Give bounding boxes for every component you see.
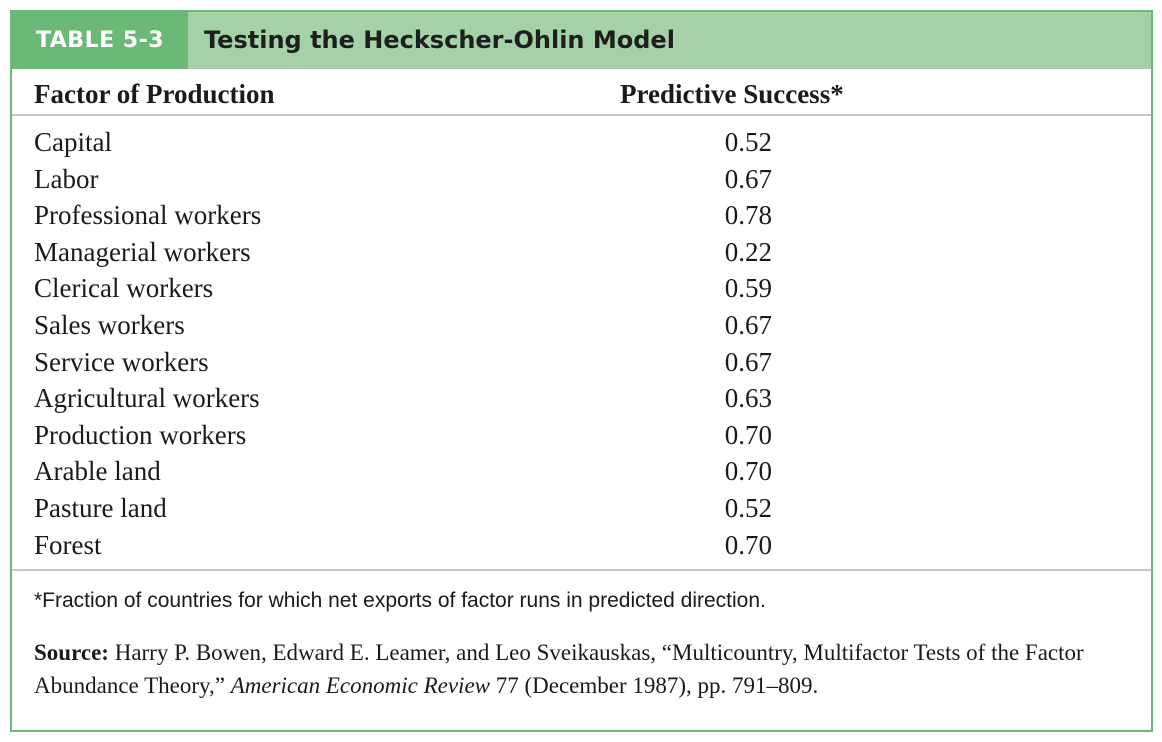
predictive-success-cell: 0.70	[724, 529, 772, 560]
factor-cell: Arable land	[34, 456, 161, 487]
table-footnote: *Fraction of countries for which net exports of factor runs in predicted direction.	[34, 589, 766, 612]
predictive-success-cell: 0.59	[724, 273, 772, 304]
source-label: Source:	[34, 640, 109, 665]
table-number-tag: TABLE 5-3	[12, 12, 188, 69]
factor-cell: Capital	[34, 127, 112, 157]
header-divider	[12, 114, 1151, 116]
predictive-success-cell: 0.52	[724, 127, 772, 157]
table-row	[12, 417, 1151, 454]
table-row	[12, 490, 1151, 527]
predictive-success-cell: 0.67	[724, 163, 772, 194]
predictive-success-cell: 0.70	[724, 456, 772, 487]
source-text-part-2: 77 (December 1987), pp. 791–809.	[490, 673, 819, 698]
factor-cell: Agricultural workers	[34, 383, 260, 414]
table-row	[12, 380, 1151, 417]
predictive-success-cell: 0.52	[724, 492, 772, 523]
table-row	[12, 234, 1151, 271]
source-citation	[34, 636, 1129, 702]
table-row	[12, 307, 1151, 344]
table-row	[12, 453, 1151, 490]
table-row	[12, 344, 1151, 381]
predictive-success-cell: 0.70	[724, 419, 772, 450]
factor-cell: Forest	[34, 529, 102, 560]
predictive-success-cell: 0.67	[724, 309, 772, 340]
footer-divider	[12, 569, 1151, 571]
source-journal: American Economic Review	[230, 673, 490, 698]
table-body	[12, 124, 1151, 563]
predictive-success-cell: 0.63	[724, 383, 772, 414]
table-row	[12, 161, 1151, 198]
factor-cell: Production workers	[34, 419, 247, 450]
source-text-part-1: Harry P. Bowen, Edward E. Leamer, and Leo Sveikauskas, “Multicountry, Multifactor Tests of the Factor Abundance Theory,”	[34, 640, 1084, 698]
table-row	[12, 124, 1151, 161]
predictive-success-cell: 0.22	[724, 236, 772, 267]
factor-cell: Labor	[34, 163, 99, 194]
factor-cell: Sales workers	[34, 309, 185, 340]
table-row	[12, 270, 1151, 307]
table-frame	[10, 10, 1153, 732]
table-row	[12, 527, 1151, 564]
table-row	[12, 197, 1151, 234]
factor-cell: Professional workers	[34, 200, 262, 231]
factor-cell: Pasture land	[34, 492, 167, 523]
column-header-factor: Factor of Production	[34, 79, 275, 109]
table-title: Testing the Heckscher-Ohlin Model	[204, 26, 675, 54]
column-header-predictive-success: Predictive Success*	[620, 79, 844, 109]
predictive-success-cell: 0.67	[724, 346, 772, 377]
factor-cell: Service workers	[34, 346, 209, 377]
factor-cell: Clerical workers	[34, 273, 214, 304]
predictive-success-cell: 0.78	[724, 200, 772, 231]
table-header-bar	[12, 12, 1151, 69]
factor-cell: Managerial workers	[34, 236, 251, 267]
